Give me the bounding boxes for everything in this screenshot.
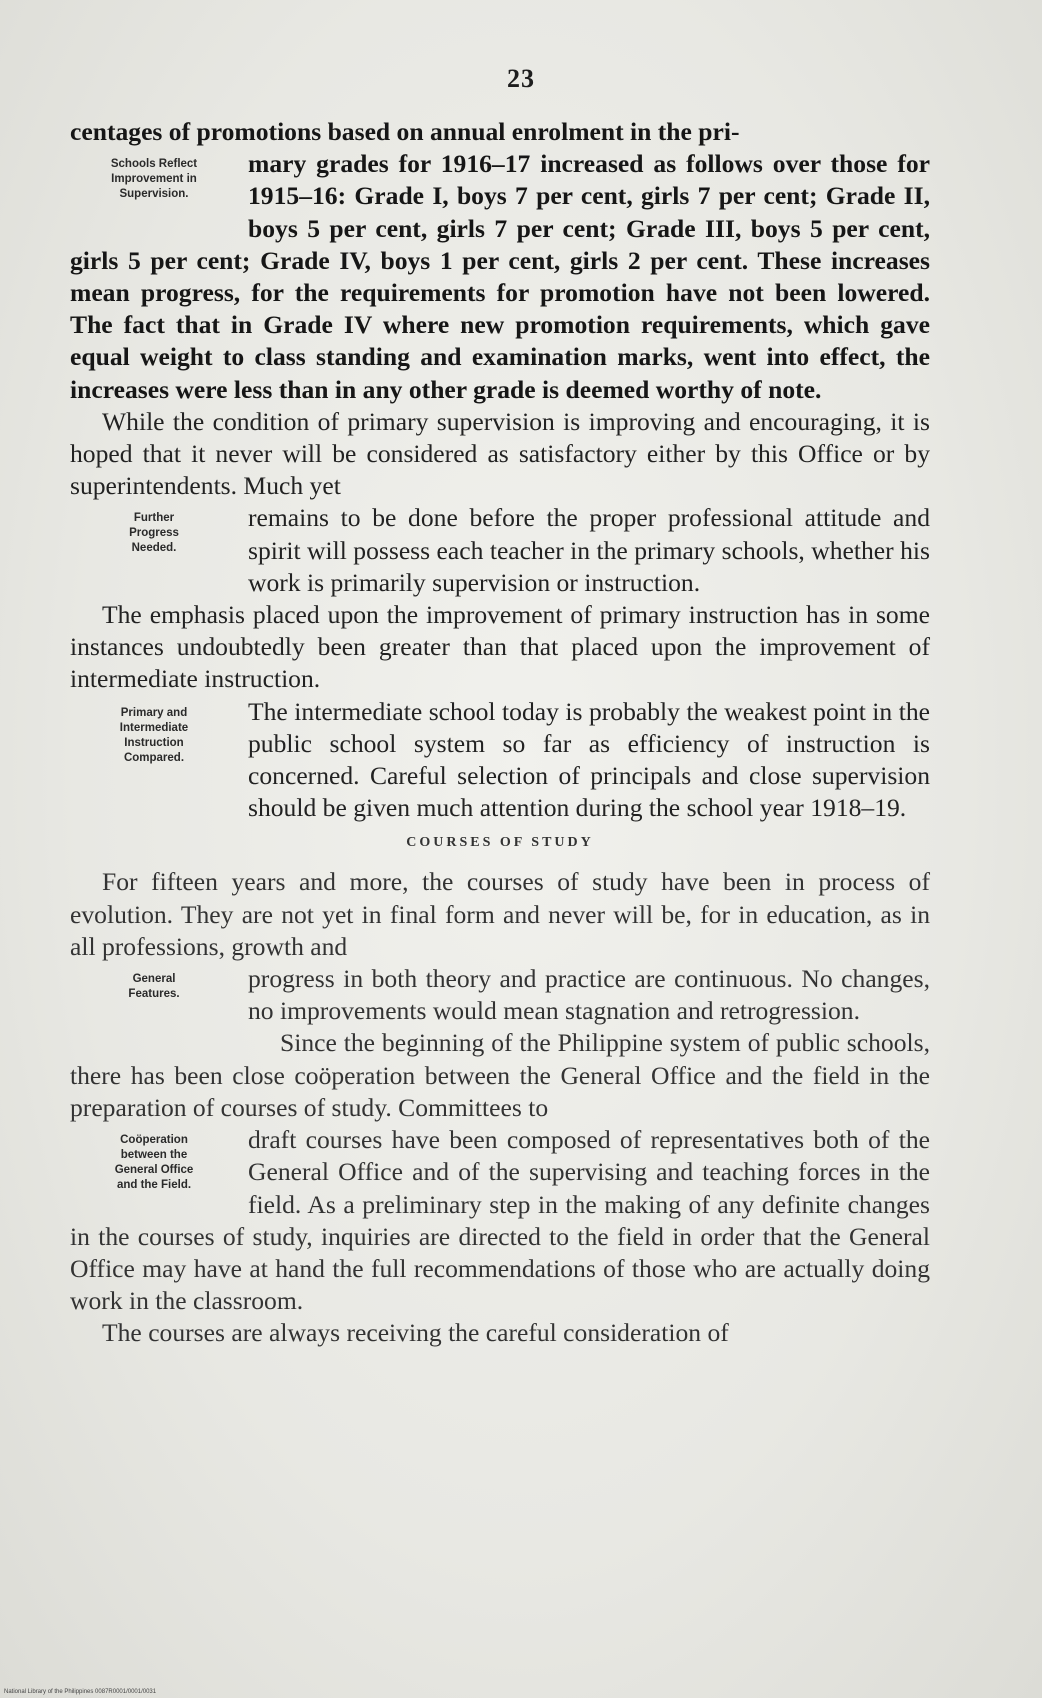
page-number: 23 xyxy=(507,64,535,93)
page-body xyxy=(70,116,930,1350)
margin-note-general-features: General Features. xyxy=(128,973,180,1001)
margin-note-cooperation: Coöperation between the General Office and the Field. xyxy=(114,1134,194,1192)
section-paragraph-1-body: progress in both theory and practice are continuous. No changes, no improvements would mean stagnation and retrogression. xyxy=(248,964,930,1026)
section-paragraph-2-lead: Since the beginning of the Philippine system of public schools, there has been close coöperation between the General Office and the field in the preparation of courses of study. Committees to xyxy=(70,1028,930,1122)
section-heading: COURSES OF STUDY xyxy=(406,835,594,851)
paragraph-3-lead: The emphasis placed upon the improvement of primary instruction has in some instances undoubtedly been greater than that placed upon the improvement of intermediate instruction. xyxy=(70,600,930,694)
paragraph-2-body: remains to be done before the proper professional attitude and spirit will possess each teacher in the primary schools, whether his work is primarily supervision or instruction. xyxy=(248,503,930,597)
paragraph-1-body: mary grades for 1916–17 increased as follows over those for 1915–16: Grade I, boys 7 per cent, girls 7 per cent; Grade II, boys 5 per cent, girls 7 per cent; Grade III, boys 5 per cent, girls 5 per cent; Grade IV, boys 1 per cent, girls 2 per cent. These increases mean progress, for the requirements for promotion have not been lowered. The fact that in Grade IV where new promotion requirements, which gave equal weight to class standing and examination marks, went into effect, the increases were less than in any other grade is deemed worthy of note. xyxy=(70,149,930,404)
margin-note-primary-intermediate: Primary and Intermediate Instruction Compared. xyxy=(119,706,189,764)
margin-note-schools-reflect: Schools Reflect Improvement in Supervision. xyxy=(110,158,198,201)
last-line: The courses are always receiving the careful consideration of xyxy=(102,1318,729,1348)
paragraph-3-body: The intermediate school today is probably the weakest point in the public school system so far as efficiency of instruction is concerned. Careful selection of principals and close supervision should be given much attention during the school year 1918–19. xyxy=(248,696,930,823)
paragraph-2-lead: While the condition of primary supervision is improving and encouraging, it is hoped that it never will be considered as satisfactory either by this Office or by superintendents. Much yet xyxy=(70,406,930,501)
margin-note-further-progress: Further Progress Needed. xyxy=(129,512,179,555)
section-paragraph-2-body: draft courses have been composed of representatives both of the General Office and of the supervising and teaching forces in the field. As a preliminary step in the making of any definite changes in the courses of study, inquiries are directed to the field in order that the General Office may have at hand the full recommendations of those who are actually doing work in the classroom. xyxy=(70,1125,930,1316)
paragraph-1-lead: centages of promotions based on annual enrolment in the pri- xyxy=(70,117,740,146)
scan-footer-caption: National Library of the Philippines 0087R0001/0001/0031 xyxy=(4,1689,157,1695)
section-paragraph-1-lead: For fifteen years and more, the courses of study have been in process of evolution. They are not yet in final form and never will be, for in education, as in all professions, growth and xyxy=(70,867,930,961)
